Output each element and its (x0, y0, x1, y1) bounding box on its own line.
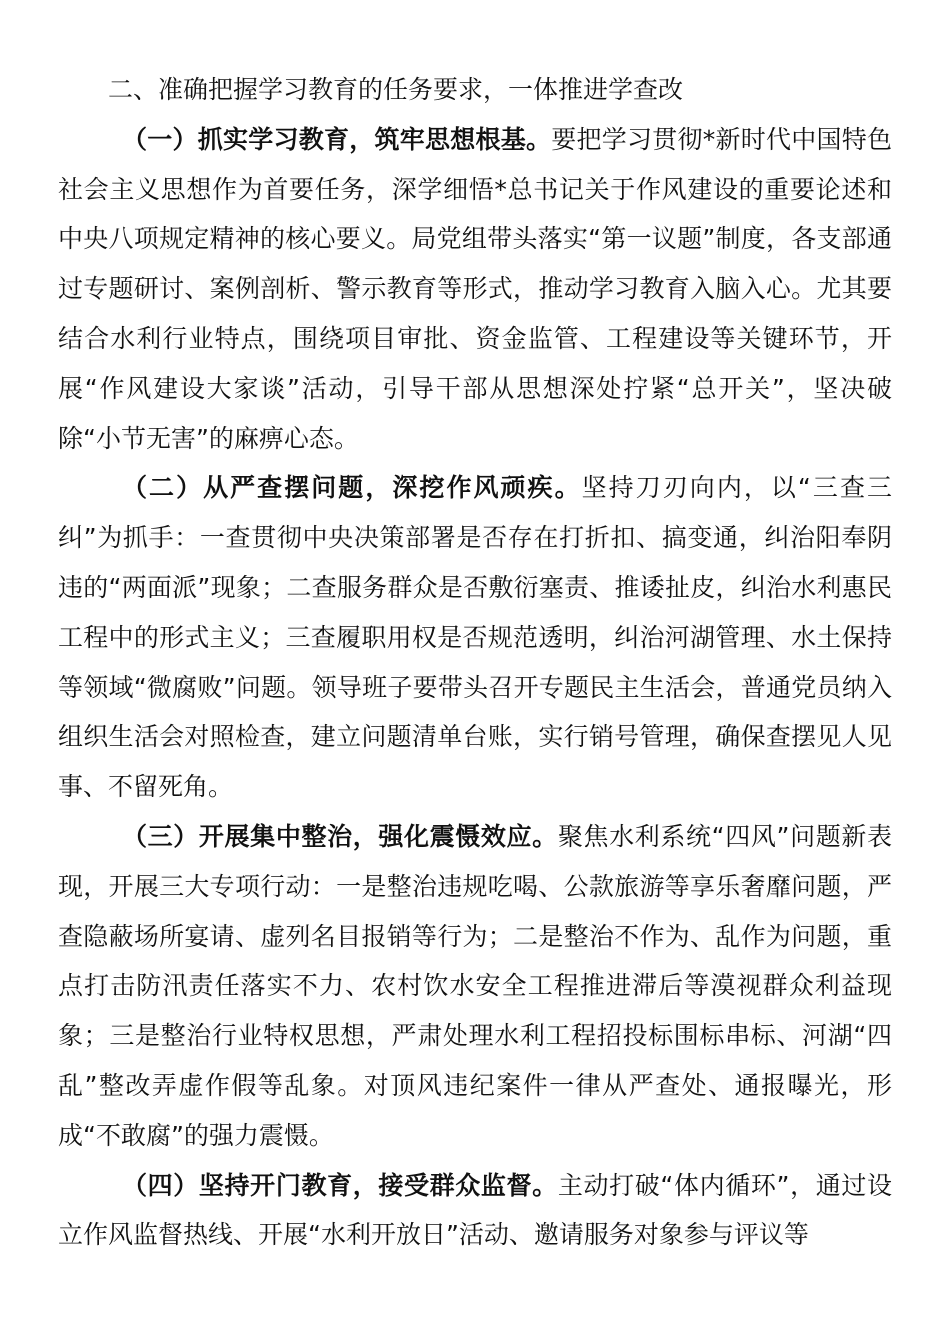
paragraph-1-body: 要把学习贯彻*新时代中国特色社会主义思想作为首要任务，深学细悟*总书记关于作风建设的重要论述和中央八项规定精神的核心要义。局党组带头落实“第一议题”制度，各支部通过专题研讨、案例剖析、警示教育等形式，推动学习教育入脑入心。尤其要结合水利行业特点，围绕项目审批、资金监管、工程建设等关键环节，开展“作风建设大家谈”活动，引导干部从思想深处拧紧“总开关”，坚决破除“小节无害”的麻痹心态。 (58, 124, 892, 453)
paragraph-2 (58, 463, 892, 812)
paragraph-4 (58, 1161, 892, 1261)
paragraph-1 (58, 115, 892, 464)
paragraph-2-body: 坚持刀刃向内，以“三查三纠”为抓手：一查贯彻中央决策部署是否存在打折扣、搞变通，纠治阳奉阴违的“两面派”现象；二查服务群众是否敷衍塞责、推诿扯皮，纠治水利惠民工程中的形式主义；三查履职用权是否规范透明，纠治河湖管理、水土保持等领域“微腐败”问题。领导班子要带头召开专题民主生活会，普通党员纳入组织生活会对照检查，建立问题清单台账，实行销号管理，确保查摆见人见事、不留死角。 (58, 473, 892, 802)
document-body (58, 65, 892, 1260)
section-heading: 二、准确把握学习教育的任务要求，一体推进学查改 (108, 75, 684, 104)
paragraph-4-lead: （四）坚持开门教育，接受群众监督。 (122, 1170, 558, 1200)
paragraph-2-lead: （二）从严查摆问题，深挖作风顽疾。 (122, 473, 582, 503)
paragraph-3 (58, 812, 892, 1161)
paragraph-3-lead: （三）开展集中整治，强化震慑效应。 (122, 821, 558, 851)
paragraph-3-body: 聚焦水利系统“四风”问题新表现，开展三大专项行动：一是整治违规吃喝、公款旅游等享乐奢靡问题，严查隐蔽场所宴请、虚列名目报销等行为；二是整治不作为、乱作为问题，重点打击防汛责任落实不力、农村饮水安全工程推进滞后等漠视群众利益现象；三是整治行业特权思想，严肃处理水利工程招投标围标串标、河湖“四乱”整改弄虚作假等乱象。对顶风违纪案件一律从严查处、通报曝光，形成“不敢腐”的强力震慑。 (58, 821, 892, 1150)
paragraph-1-lead: （一）抓实学习教育，筑牢思想根基。 (122, 124, 552, 154)
paragraph-4-body: 主动打破“体内循环”，通过设立作风监督热线、开展“水利开放日”活动、邀请服务对象参与评议等 (58, 1170, 892, 1250)
